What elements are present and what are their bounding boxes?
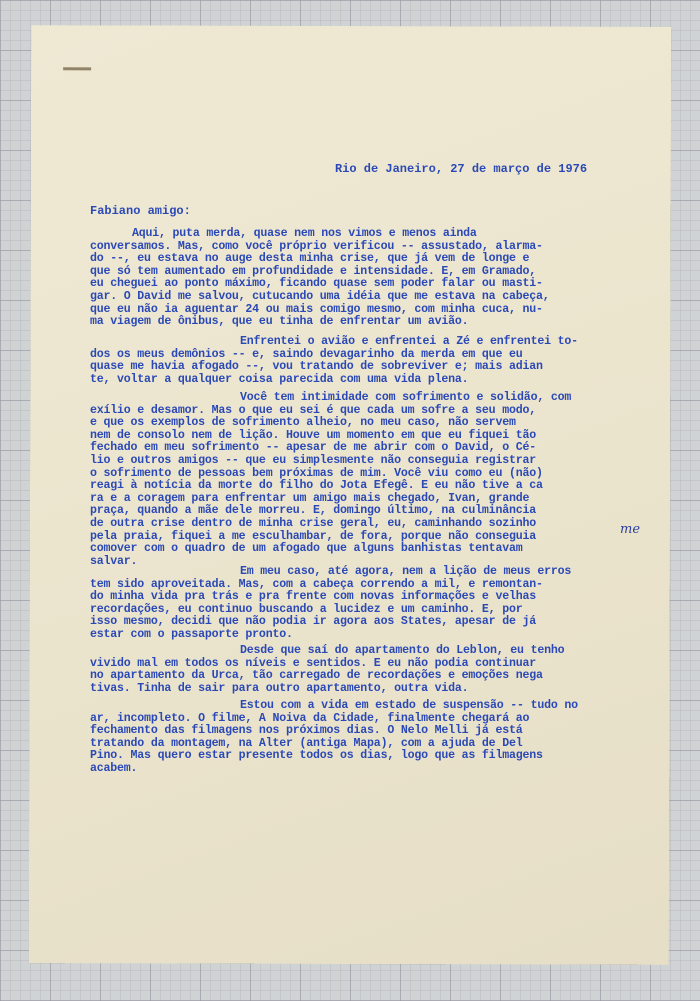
paragraph-line: recordações, eu continuo buscando a lucidez e um caminho. E, por	[90, 602, 523, 616]
paragraph-line: eu cheguei ao ponto máximo, ficando quase sem poder falar ou masti-	[90, 277, 543, 291]
paragraph-line: gar. O David me salvou, cutucando uma idéia que me estava na cabeça,	[90, 289, 550, 303]
paragraph-line: reagi à notícia da morte do filho do Jota Efegê. E eu não tive a ca	[90, 479, 543, 493]
paragraph-line: praça, quando a mãe dele morreu. E, domingo último, na culminância	[90, 504, 536, 518]
paragraph-4	[90, 566, 630, 642]
paragraph-line: do --, eu estava no auge desta minha crise, que já vem de longe e	[90, 252, 530, 266]
paragraph-line: no apartamento da Urca, tão carregado de recordações e emoções nega	[90, 669, 543, 683]
paragraph-line: quase me havia afogado --, vou tratando de sobreviver e; mais adian	[90, 360, 543, 374]
paragraph-line: comover com o quadro de um afogado que alguns banhistas tentavam	[90, 542, 523, 556]
paragraph-line: Pino. Mas quero estar presente todos os dias, logo que as filmagens	[90, 749, 543, 763]
paragraph-line: tem sido aproveitada. Mas, com a cabeça correndo a mil, e remontan-	[90, 577, 543, 591]
paragraph-line: nem de consolo nem de lição. Houve um momento em que eu fiquei tão	[90, 428, 536, 442]
paragraph-line: ma viagem de ônibus, que eu tinha de enfrentar um avião.	[90, 315, 469, 329]
paragraph-1	[90, 228, 630, 329]
paragraph-line: Estou com a vida em estado de suspensão -- tudo no	[240, 699, 578, 712]
paragraph-line: tratando da montagem, na Alter (antiga Mapa), com a ajuda de Del	[90, 736, 523, 750]
paragraph-5	[90, 645, 630, 695]
letter-salutation: Fabiano amigo:	[90, 204, 191, 218]
paragraph-line: exílio e desamor. Mas o que eu sei é que cada um sofre a seu modo,	[90, 403, 536, 417]
paragraph-line: fechado em meu sofrimento -- apesar de me abrir com o David, o Cé-	[90, 441, 536, 455]
paragraph-line: dos os meus demônios -- e, saindo devagarinho da merda em que eu	[90, 347, 523, 361]
paragraph-line: ar, incompleto. O filme, A Noiva da Cidade, finalmente chegará ao	[90, 711, 530, 725]
paragraph-line: te, voltar a qualquer coisa parecida com uma vida plena.	[90, 372, 469, 386]
pencil-mark	[63, 67, 91, 70]
paragraph-line: tivas. Tinha de sair para outro apartamento, outra vida.	[90, 681, 469, 695]
paragraph-line: Você tem intimidade com sofrimento e solidão, com	[240, 391, 572, 404]
paragraph-line: que eu não ia aguentar 24 ou mais comigo mesmo, com minha cuca, nu-	[90, 302, 543, 316]
paragraph-line: pela praia, fiquei a me esculhambar, de fora, porque não conseguia	[90, 529, 536, 543]
paragraph-line: do minha vida pra trás e pra frente com novas informações e velhas	[90, 590, 536, 604]
paragraph-line: ra e a coragem para enfrentar um amigo mais chegado, Ivan, grande	[90, 491, 530, 505]
paragraph-line: lio e outros amigos -- que eu simplesmente não conseguia registrar	[90, 453, 536, 467]
paragraph-line: Desde que saí do apartamento do Leblon, eu tenho	[240, 644, 565, 657]
paragraph-line: e que os exemplos de sofrimento alheio, no meu caso, não servem	[90, 416, 516, 430]
paragraph-line: fechamento das filmagens nos próximos dias. O Nelo Melli já está	[90, 724, 523, 738]
paragraph-6	[90, 700, 630, 776]
paragraph-line: isso mesmo, decidi que não podia ir agora aos States, apesar de já	[90, 615, 536, 629]
paragraph-line: Enfrentei o avião e enfrentei a Zé e enfrentei to-	[240, 335, 578, 348]
paragraph-line: vivido mal em todos os níveis e sentidos. E eu não podia continuar	[90, 656, 536, 670]
letter-dateline: Rio de Janeiro, 27 de março de 1976	[335, 162, 588, 176]
handwritten-margin-note: me	[620, 522, 641, 537]
paragraph-line: de outra crise dentro de minha crise geral, eu, caminhando sozinho	[90, 516, 536, 530]
paragraph-2	[90, 336, 630, 386]
paragraph-line: conversamos. Mas, como você próprio verificou -- assustado, alarma-	[90, 239, 543, 253]
paragraph-line: acabem.	[90, 761, 138, 775]
paragraph-line: salvar.	[90, 554, 138, 568]
paragraph-line: Aqui, puta merda, quase nem nos vimos e menos ainda	[132, 227, 477, 240]
paragraph-line: o sofrimento de pessoas bem próximas de mim. Você viu como eu (não)	[90, 466, 543, 480]
paragraph-line: que só tem aumentado em profundidade e intensidade. E, em Gramado,	[90, 264, 536, 278]
paragraph-line: estar com o passaporte pronto.	[90, 627, 293, 641]
paragraph-line: Em meu caso, até agora, nem a lição de meus erros	[240, 565, 572, 578]
paragraph-3	[90, 392, 630, 568]
